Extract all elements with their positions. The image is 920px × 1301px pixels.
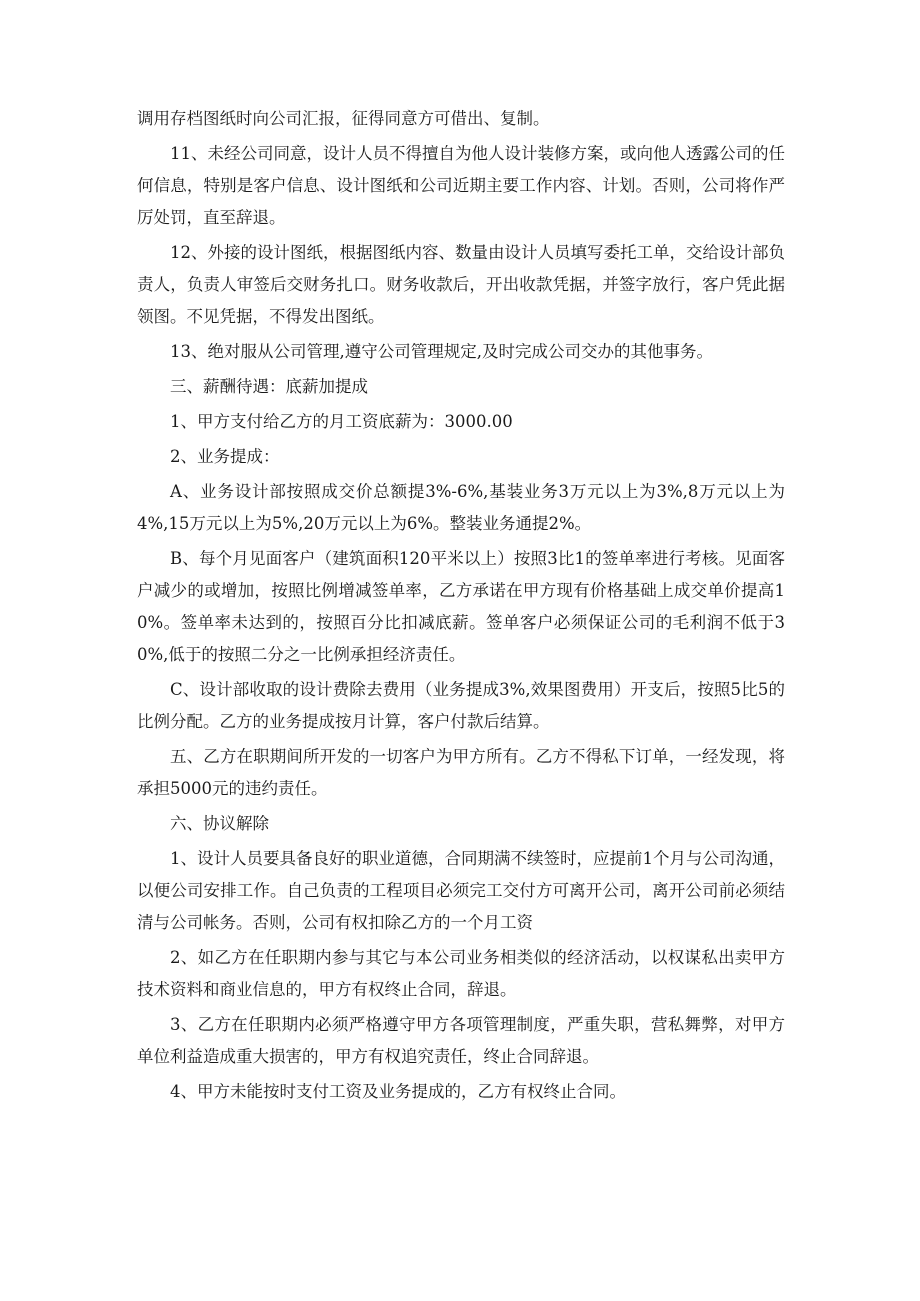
paragraph-commission-b: B、每个月见面客户（建筑面积120平米以上）按照3比1的签单率进行考核。见面客户减少的或增加，按照比例增减签单率，乙方承诺在甲方现有价格基础上成交单价提高10%。签单率未达到的，按照百分比扣减底薪。签单客户必须保证公司的毛利润不低于30%,低于的按照二分之一比例承担经济责任。 xyxy=(137,549,785,664)
paragraph-clause-12: 12、外接的设计图纸，根据图纸内容、数量由设计人员填写委托工单，交给设计部负责人，负责人审签后交财务扎口。财务收款后，开出收款凭据，并签字放行，客户凭此据领图。不见凭据，不得发出图纸。 xyxy=(137,243,785,326)
paragraph-base-salary: 1、甲方支付给乙方的月工资底薪为：3000.00 xyxy=(170,412,513,431)
paragraph-termination-4: 4、甲方未能按时支付工资及业务提成的，乙方有权终止合同。 xyxy=(170,1082,626,1101)
section-heading-salary: 三、薪酬待遇：底薪加提成 xyxy=(170,377,368,396)
paragraph-termination-2: 2、如乙方在任职期内参与其它与本公司业务相类似的经济活动，以权谋私出卖甲方技术资料和商业信息的，甲方有权终止合同，辞退。 xyxy=(137,948,785,999)
paragraph-clause-11: 11、未经公司同意，设计人员不得擅自为他人设计装修方案，或向他人透露公司的任何信息，特别是客户信息、设计图纸和公司近期主要工作内容、计划。否则，公司将作严厉处罚，直至辞退。 xyxy=(137,144,785,227)
paragraph-commission-a: A、业务设计部按照成交价总额提3%-6%,基装业务3万元以上为3%,8万元以上为4%,15万元以上为5%,20万元以上为6%。整装业务通提2%。 xyxy=(137,482,785,533)
paragraph-termination-1: 1、设计人员要具备良好的职业道德，合同期满不续签时，应提前1个月与公司沟通，以便公司安排工作。自己负责的工程项目必须完工交付方可离开公司，离开公司前必须结清与公司帐务。否则，公司有权扣除乙方的一个月工资 xyxy=(137,849,785,932)
document-body xyxy=(137,103,785,1111)
paragraph-commission-c: C、设计部收取的设计费除去费用（业务提成3%,效果图费用）开支后，按照5比5的比例分配。乙方的业务提成按月计算，客户付款后结算。 xyxy=(137,680,785,731)
paragraph-archive-drawings: 调用存档图纸时向公司汇报，征得同意方可借出、复制。 xyxy=(137,109,550,128)
paragraph-commission-heading: 2、业务提成： xyxy=(170,447,280,466)
section-heading-termination: 六、协议解除 xyxy=(170,814,269,833)
section-clients-ownership: 五、乙方在职期间所开发的一切客户为甲方所有。乙方不得私下订单，一经发现，将承担5000元的违约责任。 xyxy=(137,747,785,798)
paragraph-termination-3: 3、乙方在任职期内必须严格遵守甲方各项管理制度，严重失职，营私舞弊，对甲方单位利益造成重大损害的，甲方有权追究责任，终止合同辞退。 xyxy=(137,1015,785,1066)
paragraph-clause-13: 13、绝对服从公司管理,遵守公司管理规定,及时完成公司交办的其他事务。 xyxy=(170,342,713,361)
